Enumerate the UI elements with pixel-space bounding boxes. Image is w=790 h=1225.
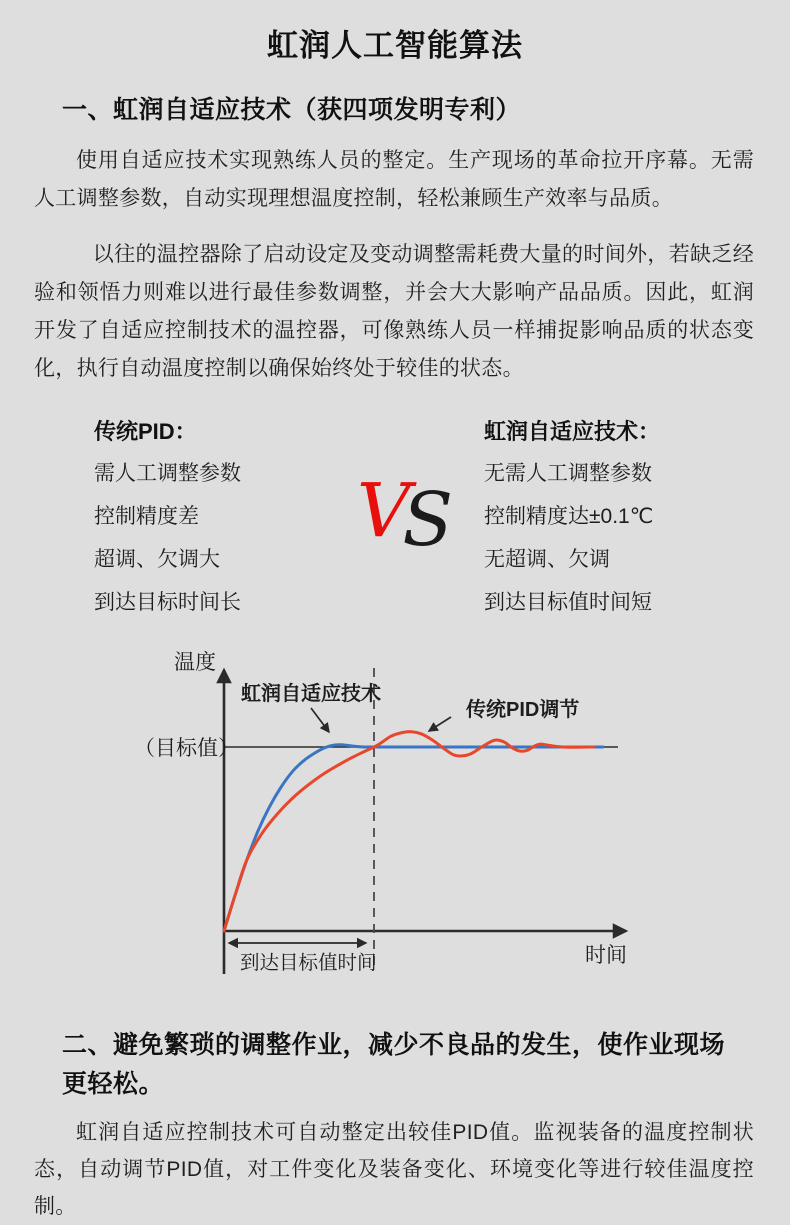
pid-comparison-block xyxy=(94,412,790,624)
target-value-label: （目标值） xyxy=(134,737,239,760)
adaptive-annotation-arrow xyxy=(311,708,329,732)
versus-mark xyxy=(334,468,484,563)
adaptive-annotation-label: 虹润自适应技术 xyxy=(241,683,381,705)
comparison-right-heading: 虹润自适应技术： xyxy=(484,419,661,444)
section1-heading: 一、虹润自适应技术（获四项发明专利） xyxy=(62,96,522,124)
comparison-right-item: 无需人工调整参数 xyxy=(484,462,652,485)
pid-curve xyxy=(224,732,594,931)
comparison-left-item: 到达目标时间长 xyxy=(94,591,241,614)
comparison-left-heading: 传统PID： xyxy=(94,419,197,444)
comparison-left-column xyxy=(94,412,334,624)
chart-canvas xyxy=(98,638,678,983)
comparison-right-item: 控制精度达±0.1℃ xyxy=(484,505,654,528)
comparison-left-item: 控制精度差 xyxy=(94,505,199,528)
section2-heading: 二、避免繁琐的调整作业，减少不良品的发生，使作业现场更轻松。 xyxy=(62,1031,726,1098)
temperature-time-chart xyxy=(98,638,790,988)
comparison-left-item: 超调、欠调大 xyxy=(94,548,220,571)
y-axis-label: 温度 xyxy=(174,651,216,674)
adaptive-curve xyxy=(224,745,603,931)
reach-time-label: 到达目标值时间 xyxy=(240,952,377,974)
section2-paragraph: 虹润自适应控制技术可自动整定出较佳PID值。监视装备的温度控制状态，自动调节PID值，对工件变化及装备变化、环境变化等进行较佳温度控制。 xyxy=(34,1121,754,1218)
comparison-right-column xyxy=(484,412,744,624)
versus-letter-v: V xyxy=(356,468,411,554)
section1-paragraph-2: 以往的温控器除了启动设定及变动调整需耗费大量的时间外，若缺乏经验和领悟力则难以进行最佳参数调整，并会大大影响产品品质。因此，虹润开发了自适应控制技术的温控器，可像熟练人员一样捕捉影响品质的状态变化，执行自动温度控制以确保始终处于较佳的状态。 xyxy=(34,243,754,380)
comparison-right-item: 无超调、欠调 xyxy=(484,548,610,571)
pid-annotation-label: 传统PID调节 xyxy=(466,699,580,721)
comparison-right-item: 到达目标值时间短 xyxy=(484,591,652,614)
page-title: 虹润人工智能算法 xyxy=(267,28,523,63)
pid-annotation-arrow xyxy=(429,717,451,731)
section1-paragraph-1: 使用自适应技术实现熟练人员的整定。生产现场的革命拉开序幕。无需人工调整参数，自动实现理想温度控制，轻松兼顾生产效率与品质。 xyxy=(34,149,754,210)
versus-letter-s: S xyxy=(402,477,454,563)
comparison-left-item: 需人工调整参数 xyxy=(94,462,241,485)
x-axis-label: 时间 xyxy=(585,944,627,967)
